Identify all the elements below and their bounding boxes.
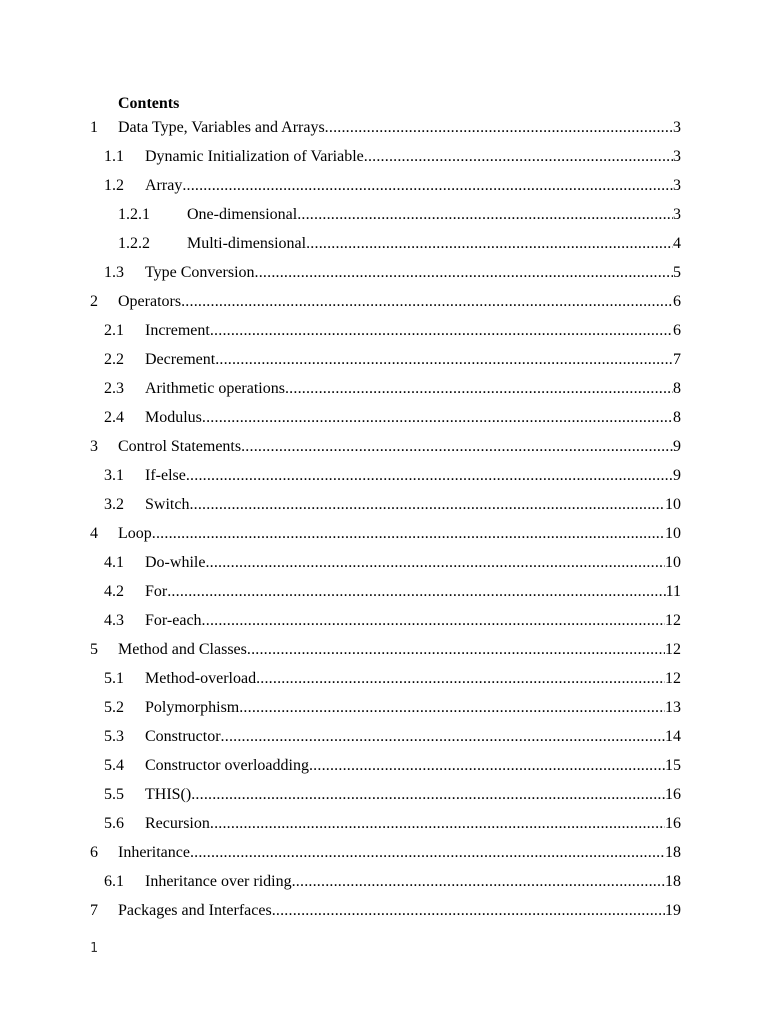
dot-leader xyxy=(215,348,673,372)
dot-leader xyxy=(186,464,673,488)
dot-leader xyxy=(205,551,665,575)
dot-leader xyxy=(189,493,665,517)
toc-entry[interactable] xyxy=(0,203,768,232)
dot-leader xyxy=(306,232,673,256)
toc-entry-number: 2.2 xyxy=(104,351,124,368)
toc-entry-label: Operators xyxy=(118,293,182,310)
toc-entry-page: 11 xyxy=(665,583,681,600)
toc-entry-number: 1.1 xyxy=(104,148,124,165)
toc-entry-page: 12 xyxy=(665,670,681,687)
toc-entry-label: Multi-dimensional xyxy=(187,235,307,252)
toc-entry-page: 12 xyxy=(665,612,681,629)
toc-entry[interactable] xyxy=(0,290,768,319)
dot-leader xyxy=(190,841,665,865)
dot-leader xyxy=(364,145,673,169)
toc-entry-label: THIS() xyxy=(145,786,192,803)
toc-entry-page: 4 xyxy=(673,235,681,252)
toc-entry-page: 16 xyxy=(665,815,681,832)
toc-entry-number: 3.1 xyxy=(104,467,124,484)
toc-entry-page: 7 xyxy=(673,351,681,368)
toc-entry-label: Dynamic Initialization of Variable xyxy=(145,148,364,165)
toc-entry-label: Data Type, Variables and Arrays xyxy=(118,119,325,136)
toc-entry-label: Inheritance xyxy=(118,844,190,861)
dot-leader xyxy=(167,580,665,604)
toc-entry[interactable] xyxy=(0,899,768,928)
dot-leader xyxy=(241,435,673,459)
toc-entry[interactable] xyxy=(0,551,768,580)
table-of-contents xyxy=(0,116,768,928)
dot-leader xyxy=(181,290,673,314)
toc-entry-number: 1 xyxy=(90,119,98,136)
toc-entry-label: For xyxy=(145,583,168,600)
dot-leader xyxy=(239,696,665,720)
dot-leader xyxy=(309,754,665,778)
toc-entry-number: 4.1 xyxy=(104,554,124,571)
toc-entry-page: 10 xyxy=(665,496,681,513)
toc-entry-page: 19 xyxy=(665,902,681,919)
toc-entry[interactable] xyxy=(0,522,768,551)
toc-entry-number: 1.2.2 xyxy=(118,235,150,252)
toc-entry-label: Constructor xyxy=(145,728,221,745)
dot-leader xyxy=(191,783,665,807)
toc-entry-label: Constructor overloadding xyxy=(145,757,309,774)
toc-entry-number: 5.1 xyxy=(104,670,124,687)
toc-entry[interactable] xyxy=(0,406,768,435)
toc-entry[interactable] xyxy=(0,638,768,667)
toc-entry-number: 4.2 xyxy=(104,583,124,600)
toc-entry-number: 1.3 xyxy=(104,264,124,281)
toc-entry-number: 2 xyxy=(90,293,98,310)
toc-title: Contents xyxy=(118,95,180,112)
toc-entry-page: 10 xyxy=(665,554,681,571)
dot-leader xyxy=(210,319,673,343)
toc-entry[interactable] xyxy=(0,841,768,870)
toc-entry-number: 4.3 xyxy=(104,612,124,629)
toc-entry-label: Do-while xyxy=(145,554,206,571)
toc-entry-label: Control Statements xyxy=(118,438,242,455)
toc-entry-number: 7 xyxy=(90,902,98,919)
dot-leader xyxy=(325,116,673,140)
dot-leader xyxy=(210,812,665,836)
toc-entry[interactable] xyxy=(0,377,768,406)
toc-entry-page: 14 xyxy=(665,728,681,745)
toc-entry[interactable] xyxy=(0,783,768,812)
toc-entry-number: 2.1 xyxy=(104,322,124,339)
toc-entry-label: Method-overload xyxy=(145,670,257,687)
toc-entry-label: Modulus xyxy=(145,409,202,426)
toc-entry[interactable] xyxy=(0,261,768,290)
toc-entry-page: 13 xyxy=(665,699,681,716)
toc-entry[interactable] xyxy=(0,725,768,754)
toc-entry[interactable] xyxy=(0,232,768,261)
toc-entry-page: 9 xyxy=(673,438,681,455)
toc-entry-label: Decrement xyxy=(145,351,216,368)
toc-entry-number: 6 xyxy=(90,844,98,861)
toc-entry-number: 6.1 xyxy=(104,873,124,890)
toc-entry[interactable] xyxy=(0,348,768,377)
dot-leader xyxy=(202,406,673,430)
toc-entry-label: If-else xyxy=(145,467,186,484)
toc-entry-page: 18 xyxy=(665,873,681,890)
toc-entry-label: Inheritance over riding xyxy=(145,873,292,890)
toc-entry-number: 4 xyxy=(90,525,98,542)
toc-entry-page: 12 xyxy=(665,641,681,658)
toc-entry-label: Increment xyxy=(145,322,210,339)
toc-entry[interactable] xyxy=(0,435,768,464)
toc-entry-number: 3 xyxy=(90,438,98,455)
toc-entry-label: Switch xyxy=(145,496,190,513)
toc-entry-number: 5.6 xyxy=(104,815,124,832)
dot-leader xyxy=(285,377,673,401)
toc-entry-number: 3.2 xyxy=(104,496,124,513)
toc-entry[interactable] xyxy=(0,580,768,609)
toc-entry[interactable] xyxy=(0,609,768,638)
toc-entry[interactable] xyxy=(0,319,768,348)
dot-leader xyxy=(182,174,673,198)
toc-entry[interactable] xyxy=(0,464,768,493)
toc-entry-number: 5.3 xyxy=(104,728,124,745)
toc-entry-number: 2.4 xyxy=(104,409,124,426)
toc-entry-page: 6 xyxy=(673,322,681,339)
toc-entry-page: 8 xyxy=(673,380,681,397)
toc-entry[interactable] xyxy=(0,870,768,899)
toc-entry-label: Type Conversion xyxy=(145,264,255,281)
dot-leader xyxy=(256,667,665,691)
toc-entry-label: Method and Classes xyxy=(118,641,247,658)
toc-entry-number: 5 xyxy=(90,641,98,658)
toc-entry-page: 8 xyxy=(673,409,681,426)
toc-entry-page: 10 xyxy=(665,525,681,542)
toc-entry-page: 5 xyxy=(673,264,681,281)
dot-leader xyxy=(221,725,665,749)
toc-entry-number: 2.3 xyxy=(104,380,124,397)
toc-entry-number: 5.4 xyxy=(104,757,124,774)
toc-entry-number: 1.2 xyxy=(104,177,124,194)
toc-entry[interactable] xyxy=(0,667,768,696)
dot-leader xyxy=(202,609,665,633)
toc-entry-label: Recursion xyxy=(145,815,210,832)
toc-entry-page: 18 xyxy=(665,844,681,861)
toc-entry[interactable] xyxy=(0,145,768,174)
toc-entry-page: 9 xyxy=(673,467,681,484)
toc-entry-label: Arithmetic operations xyxy=(145,380,285,397)
toc-entry-number: 5.5 xyxy=(104,786,124,803)
dot-leader xyxy=(272,899,665,923)
page-number: 1 xyxy=(90,941,98,956)
toc-entry-number: 5.2 xyxy=(104,699,124,716)
toc-entry-page: 3 xyxy=(673,206,681,223)
toc-entry-page: 6 xyxy=(673,293,681,310)
toc-entry[interactable] xyxy=(0,696,768,725)
toc-entry[interactable] xyxy=(0,754,768,783)
toc-entry[interactable] xyxy=(0,493,768,522)
toc-entry-page: 3 xyxy=(673,148,681,165)
dot-leader xyxy=(247,638,665,662)
toc-entry-page: 16 xyxy=(665,786,681,803)
toc-entry[interactable] xyxy=(0,812,768,841)
dot-leader xyxy=(297,203,673,227)
toc-entry-page: 3 xyxy=(673,177,681,194)
toc-entry-label: Packages and Interfaces xyxy=(118,902,272,919)
toc-entry-label: Array xyxy=(145,177,183,194)
dot-leader xyxy=(255,261,673,285)
toc-entry-label: Loop xyxy=(118,525,152,542)
dot-leader xyxy=(152,522,665,546)
toc-entry[interactable] xyxy=(0,116,768,145)
toc-entry-label: One-dimensional xyxy=(187,206,298,223)
dot-leader xyxy=(292,870,665,894)
toc-entry-page: 15 xyxy=(665,757,681,774)
toc-entry-label: For-each xyxy=(145,612,202,629)
toc-entry-number: 1.2.1 xyxy=(118,206,150,223)
toc-entry-page: 3 xyxy=(673,119,681,136)
toc-entry[interactable] xyxy=(0,174,768,203)
toc-entry-label: Polymorphism xyxy=(145,699,240,716)
